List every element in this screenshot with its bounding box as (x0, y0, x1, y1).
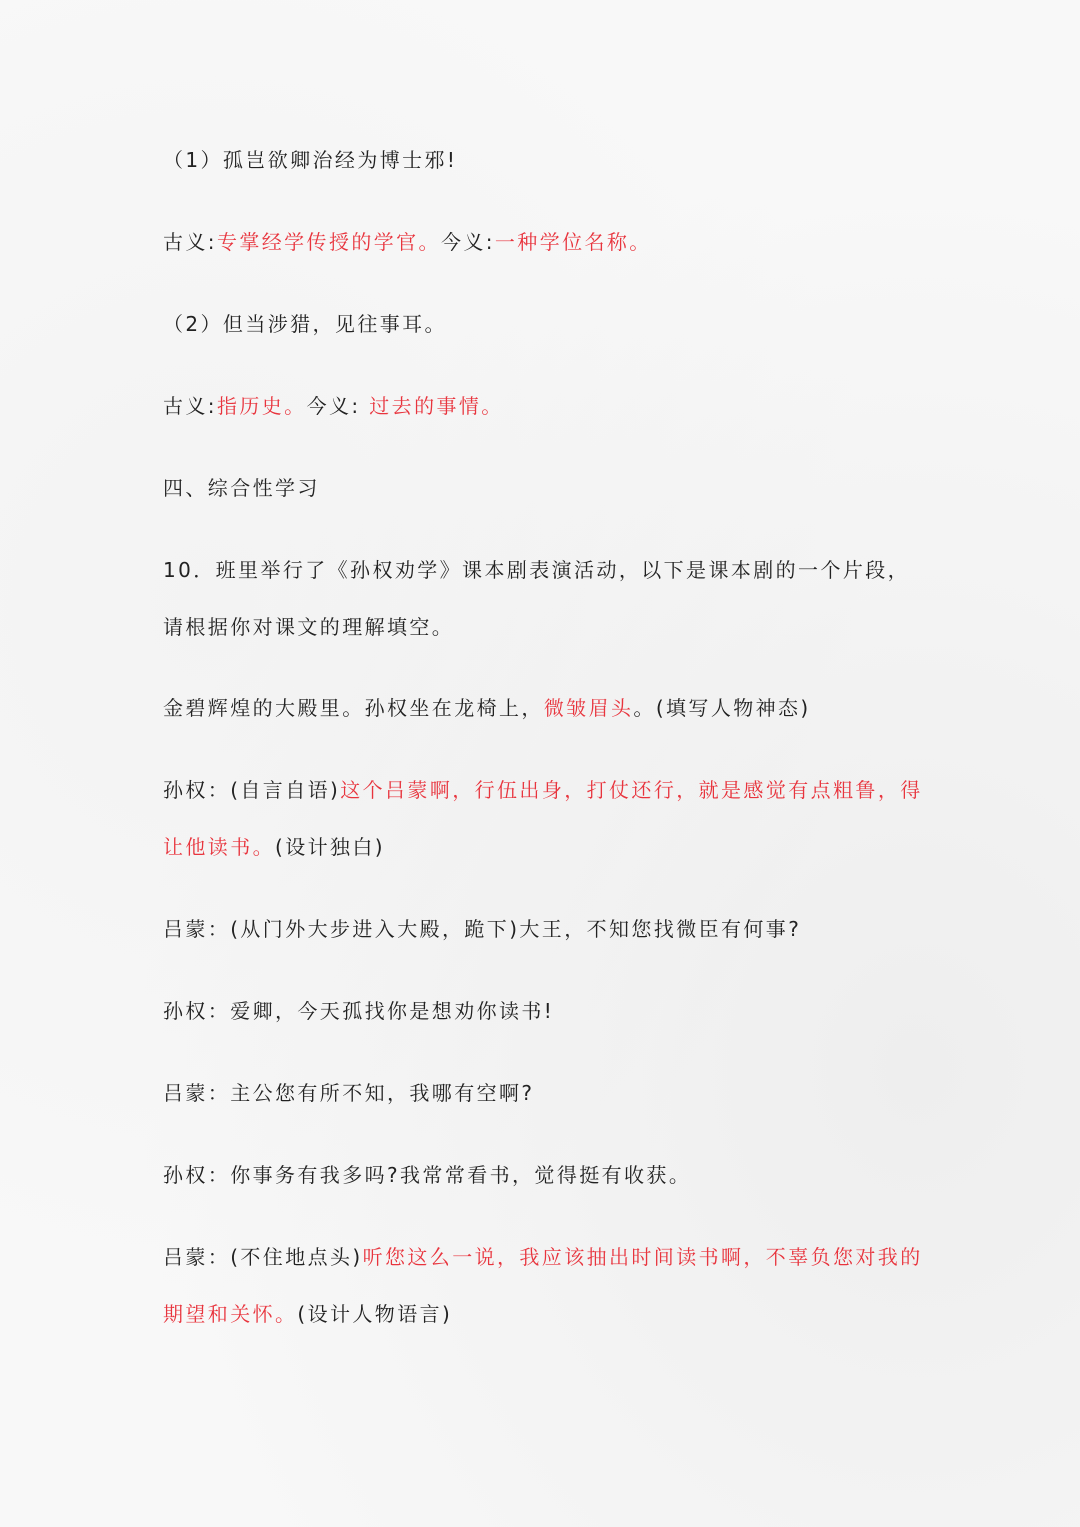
question-10-line-2 (163, 613, 454, 641)
script-sunquan-1 (163, 997, 554, 1025)
text-segment: 孙权：你事务有我多吗?我常常看书，觉得挺有收获。 (163, 1163, 692, 1187)
answer-text: 期望和关怀。 (163, 1302, 298, 1326)
script-lvmeng-1 (163, 915, 801, 943)
answer-text: 专掌经学传授的学官。 (216, 230, 441, 254)
text-segment: 请根据你对课文的理解填空。 (163, 615, 455, 639)
script-sunquan-2 (163, 1161, 691, 1189)
text-segment: (设计人物语言) (297, 1302, 453, 1326)
question-10-line-1 (163, 556, 910, 584)
text-segment: 吕蒙：(从门外大步进入大殿，跪下)大王，不知您找微臣有何事? (163, 917, 802, 941)
text-segment: 孙权：(自言自语) (163, 778, 341, 802)
text-segment: 孙权：爱卿，今天孤找你是想劝你读书! (163, 999, 555, 1023)
section-heading (163, 474, 320, 502)
text-segment: 吕蒙：主公您有所不知，我哪有空啊? (163, 1081, 535, 1105)
script-lvmeng-3 (163, 1243, 923, 1271)
answer-text: 微皱眉头 (543, 696, 634, 720)
text-segment: 10．班里举行了《孙权劝学》课本剧表演活动，以下是课本剧的一个片段， (163, 558, 911, 582)
text-segment: 金碧辉煌的大殿里。孙权坐在龙椅上， (163, 696, 544, 720)
text-segment: 吕蒙：(不住地点头) (163, 1245, 363, 1269)
text-segment: （1）孤岂欲卿治经为博士邪! (163, 148, 458, 172)
text-segment: (设计独白) (275, 835, 386, 859)
answer-text: 让他读书。 (163, 835, 275, 859)
script-sunquan-monologue-2 (163, 833, 385, 861)
answer-text: 这个吕蒙啊，行伍出身，打仗还行，就是感觉有点粗鲁，得 (340, 778, 923, 802)
text-segment: 。(填写人物神态) (633, 696, 811, 720)
answer-text: 过去的事情。 (369, 394, 504, 418)
item-1-sentence (163, 146, 457, 174)
script-lvmeng-2 (163, 1079, 534, 1107)
text-segment: 今义: (440, 230, 495, 254)
answer-text: 听您这么一说，我应该抽出时间读书啊，不辜负您对我的 (362, 1245, 923, 1269)
text-segment: 四、综合性学习 (163, 476, 320, 500)
answer-text: 一种学位名称。 (494, 230, 652, 254)
script-sunquan-monologue-1 (163, 776, 923, 804)
item-2-sentence (163, 310, 447, 338)
item-1-meaning (163, 228, 652, 256)
script-lvmeng-3-cont (163, 1300, 452, 1328)
answer-text: 指历史。 (216, 394, 307, 418)
text-segment: （2）但当涉猎，见往事耳。 (163, 312, 447, 336)
script-scene (163, 694, 811, 722)
text-segment: 今义: (306, 394, 370, 418)
text-segment: 古义: (163, 394, 217, 418)
text-segment: 古义: (163, 230, 217, 254)
item-2-meaning (163, 392, 504, 420)
